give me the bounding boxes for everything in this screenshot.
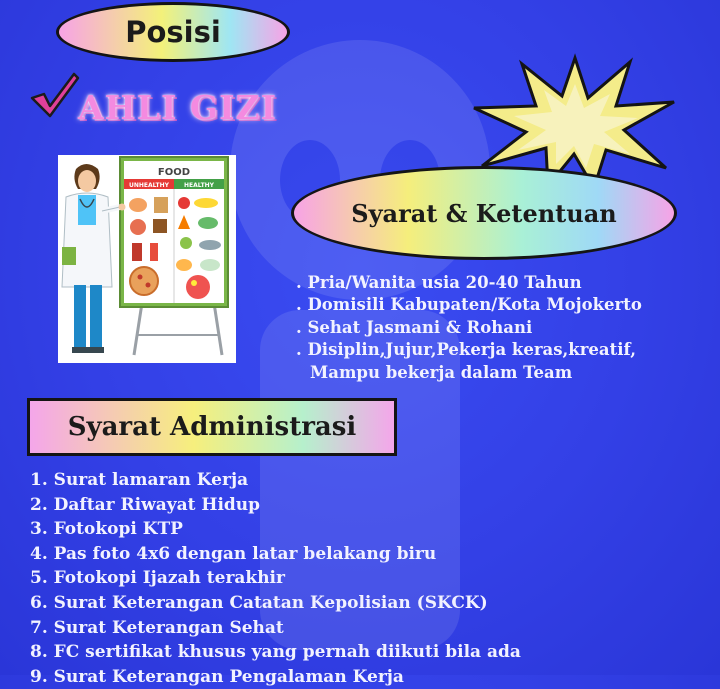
list-item: . Sehat Jasmani & Rohani [296,317,533,337]
requirements-list [296,272,642,384]
list-item: 5. Fotokopi Ijazah terakhir [30,568,285,589]
list-item: 2. Daftar Riwayat Hidup [30,494,261,515]
list-item: 9. Surat Keterangan Pengalaman Kerja [30,666,404,687]
requirements-heading-oval [291,166,677,260]
list-item: 1. Surat lamaran Kerja [30,470,249,490]
unhealthy-label: UNHEALTHY [129,182,169,189]
list-item: 6. Surat Keterangan Catatan Kepolisian (SKCK) [30,592,488,613]
board-title: FOOD [157,167,191,178]
list-item: . Pria/Wanita usia 20-40 Tahun [296,273,582,292]
list-item: Mampu bekerja dalam Team [310,362,573,382]
position-name: AHLI GIZI [78,88,278,127]
list-item: 8. FC sertifikat khusus yang pernah diikuti bila ada [30,642,521,663]
healthy-label: HEALTHY [183,182,215,189]
nutritionist-illustration [58,155,236,363]
requirements-heading: Syarat & Ketentuan [351,198,617,228]
list-item: 3. Fotokopi KTP [30,519,183,540]
list-item: 7. Surat Keterangan Sehat [30,617,284,638]
list-item: . Disiplin,Jujur,Pekerja keras,kreatif, [296,340,636,360]
title-pill [56,2,290,62]
admin-heading: Syarat Administrasi [67,412,357,442]
admin-heading-box [27,398,397,456]
admin-requirements-list [30,468,521,689]
page-title: Posisi [125,15,221,49]
checkmark-icon [30,72,80,118]
list-item: 4. Pas foto 4x6 dengan latar belakang biru [30,543,437,564]
list-item: . Domisili Kabupaten/Kota Mojokerto [296,295,642,315]
